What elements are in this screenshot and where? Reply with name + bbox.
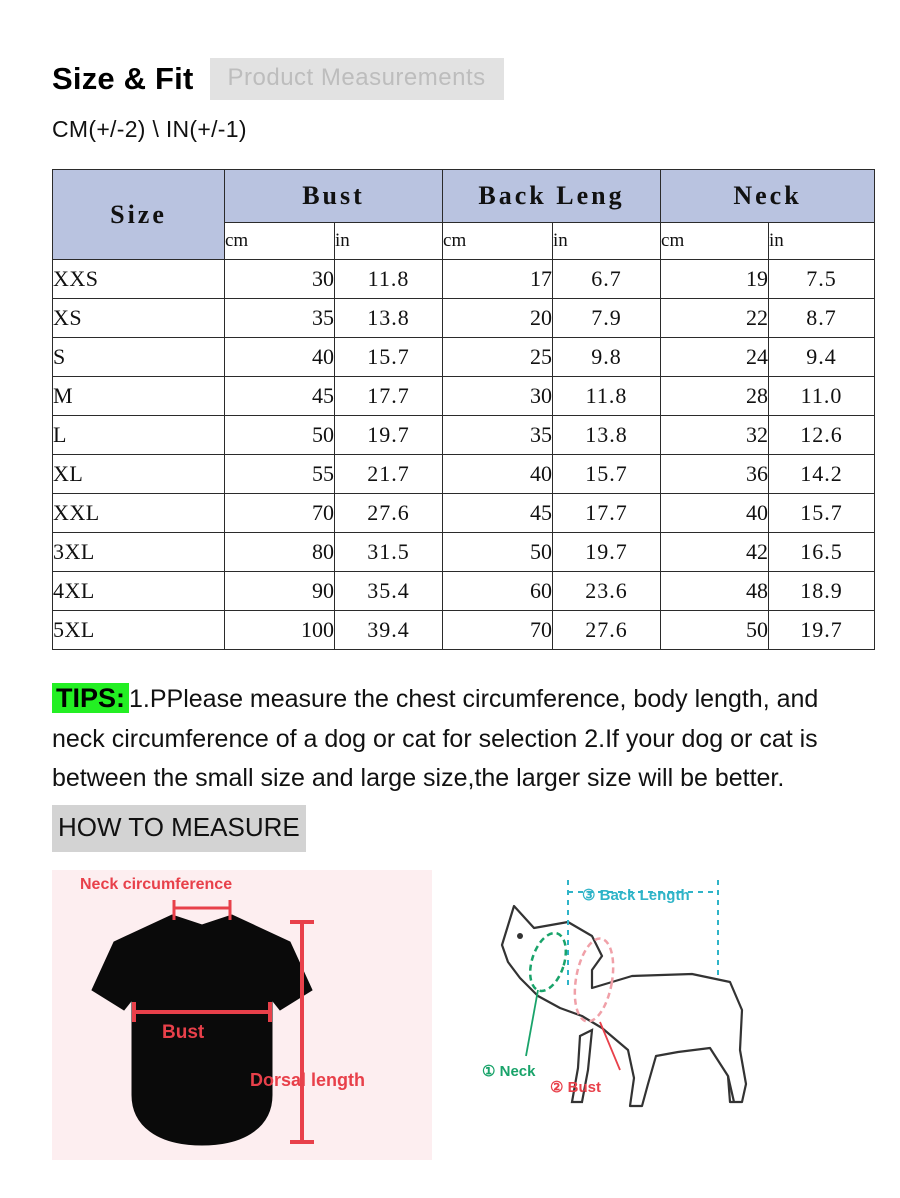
cell-neck-in: 16.5 [769, 533, 875, 572]
cell-neck-in: 12.6 [769, 416, 875, 455]
cell-bust-in: 17.7 [335, 377, 443, 416]
table-row [53, 494, 875, 533]
cell-bust-cm: 35 [225, 299, 335, 338]
cell-bust-cm: 70 [225, 494, 335, 533]
cell-bust-in: 15.7 [335, 338, 443, 377]
unit-header-bust-in: in [335, 223, 443, 260]
cell-back-cm: 45 [443, 494, 553, 533]
garment-illustration [52, 870, 432, 1160]
cell-bust-in: 27.6 [335, 494, 443, 533]
cell-back-cm: 60 [443, 572, 553, 611]
cell-neck-in: 8.7 [769, 299, 875, 338]
cell-bust-in: 39.4 [335, 611, 443, 650]
product-measurements-badge: Product Measurements [210, 58, 504, 100]
table-row [53, 572, 875, 611]
cell-neck-in: 11.0 [769, 377, 875, 416]
label-bust-dog: ② Bust [550, 1078, 601, 1096]
cell-neck-cm: 36 [661, 455, 769, 494]
cell-bust-cm: 45 [225, 377, 335, 416]
cell-back-in: 17.7 [553, 494, 661, 533]
col-header-back-length: Back Leng [443, 170, 661, 223]
cell-neck-in: 19.7 [769, 611, 875, 650]
label-back-length: ③ Back Length [582, 886, 690, 904]
cell-bust-cm: 50 [225, 416, 335, 455]
cell-bust-in: 31.5 [335, 533, 443, 572]
cell-back-cm: 17 [443, 260, 553, 299]
cell-size: M [53, 377, 225, 416]
cell-bust-cm: 55 [225, 455, 335, 494]
cell-neck-in: 9.4 [769, 338, 875, 377]
cell-neck-in: 18.9 [769, 572, 875, 611]
header [52, 58, 848, 100]
cell-neck-cm: 32 [661, 416, 769, 455]
cell-back-in: 7.9 [553, 299, 661, 338]
table-row [53, 377, 875, 416]
cell-neck-cm: 48 [661, 572, 769, 611]
cell-bust-in: 19.7 [335, 416, 443, 455]
cell-bust-in: 21.7 [335, 455, 443, 494]
cell-bust-cm: 30 [225, 260, 335, 299]
cell-bust-cm: 90 [225, 572, 335, 611]
cell-size: 5XL [53, 611, 225, 650]
cell-back-cm: 70 [443, 611, 553, 650]
cell-bust-cm: 80 [225, 533, 335, 572]
tips-line-1: 1.PPlease measure the chest circumference, body length, and neck circumference of a dog or cat for selection [52, 685, 819, 753]
cell-back-in: 23.6 [553, 572, 661, 611]
cell-bust-cm: 40 [225, 338, 335, 377]
cell-size: XXL [53, 494, 225, 533]
label-bust: Bust [162, 1021, 205, 1043]
cell-neck-cm: 28 [661, 377, 769, 416]
how-to-measure-heading: HOW TO MEASURE [52, 805, 306, 851]
table-row [53, 338, 875, 377]
table-row [53, 260, 875, 299]
cell-back-in: 9.8 [553, 338, 661, 377]
cell-bust-in: 35.4 [335, 572, 443, 611]
cell-neck-cm: 19 [661, 260, 769, 299]
cell-size: XS [53, 299, 225, 338]
units-note: CM(+/-2) \ IN(+/-1) [52, 116, 247, 142]
cell-back-in: 27.6 [553, 611, 661, 650]
tips-label: TIPS: [52, 683, 129, 713]
table-group-header-row [53, 170, 875, 223]
measure-figures [52, 870, 848, 1160]
tips-block [52, 678, 848, 852]
dog-diagram [442, 870, 872, 1160]
cell-bust-cm: 100 [225, 611, 335, 650]
cell-size: L [53, 416, 225, 455]
page-title: Size & Fit [52, 61, 194, 96]
cell-back-in: 13.8 [553, 416, 661, 455]
cell-size: 4XL [53, 572, 225, 611]
unit-header-bust-cm: cm [225, 223, 335, 260]
cell-size: 3XL [53, 533, 225, 572]
cell-neck-cm: 42 [661, 533, 769, 572]
size-table-container [52, 169, 848, 650]
table-row [53, 533, 875, 572]
label-neck-circumference: Neck circumference [80, 875, 233, 893]
col-header-bust: Bust [225, 170, 443, 223]
cell-neck-in: 14.2 [769, 455, 875, 494]
cell-back-in: 15.7 [553, 455, 661, 494]
cell-neck-cm: 40 [661, 494, 769, 533]
cell-bust-in: 11.8 [335, 260, 443, 299]
unit-header-back-cm: cm [443, 223, 553, 260]
col-header-neck: Neck [661, 170, 875, 223]
tips-line-2: 2.If your dog or cat is between the small size and large size,the larger size will be better. [52, 724, 818, 792]
cell-back-in: 6.7 [553, 260, 661, 299]
garment-diagram [52, 870, 432, 1160]
unit-header-neck-cm: cm [661, 223, 769, 260]
cell-neck-cm: 24 [661, 338, 769, 377]
cell-bust-in: 13.8 [335, 299, 443, 338]
cell-back-cm: 40 [443, 455, 553, 494]
cell-back-cm: 25 [443, 338, 553, 377]
table-row [53, 416, 875, 455]
cell-back-cm: 50 [443, 533, 553, 572]
cell-size: S [53, 338, 225, 377]
table-row [53, 611, 875, 650]
label-dorsal-length: Dorsal length [250, 1069, 366, 1090]
label-neck: ① Neck [482, 1062, 536, 1080]
cell-back-cm: 30 [443, 377, 553, 416]
unit-header-back-in: in [553, 223, 661, 260]
cell-neck-in: 7.5 [769, 260, 875, 299]
cell-size: XXS [53, 260, 225, 299]
size-table [52, 169, 875, 650]
cell-back-in: 11.8 [553, 377, 661, 416]
unit-header-neck-in: in [769, 223, 875, 260]
cell-back-in: 19.7 [553, 533, 661, 572]
cell-neck-cm: 22 [661, 299, 769, 338]
table-row [53, 455, 875, 494]
cell-neck-in: 15.7 [769, 494, 875, 533]
table-row [53, 299, 875, 338]
dog-illustration [442, 870, 872, 1160]
cell-size: XL [53, 455, 225, 494]
col-header-size: Size [53, 170, 225, 260]
cell-neck-cm: 50 [661, 611, 769, 650]
cell-back-cm: 20 [443, 299, 553, 338]
cell-back-cm: 35 [443, 416, 553, 455]
